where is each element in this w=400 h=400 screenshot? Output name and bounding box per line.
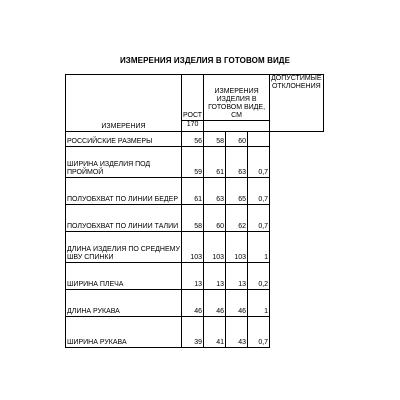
row-value-size-1: 39: [182, 317, 204, 348]
row-value-size-3: 60: [226, 132, 248, 147]
row-name: ШИРИНА ПЛЕЧА: [66, 263, 182, 290]
row-name: ПОЛУОБХВАТ ПО ЛИНИИ ТАЛИИ: [66, 205, 182, 232]
table-row: [66, 147, 324, 178]
header-sizes: ИЗМЕРЕНИЯ ИЗДЕЛИЯ В ГОТОВОМ ВИДЕ, СМ: [204, 75, 270, 121]
table-row: [66, 178, 324, 205]
row-value-size-2: 61: [204, 147, 226, 178]
row-value-size-1: 61: [182, 178, 204, 205]
row-value-size-3: 13: [226, 263, 248, 290]
row-value-size-2: 41: [204, 317, 226, 348]
header-tolerance: ДОПУСТИМЫЕ ОТКЛОНЕНИЯ: [270, 75, 324, 132]
row-value-size-3: 103: [226, 232, 248, 263]
row-value-size-1: 59: [182, 147, 204, 178]
row-name: ДЛИНА РУКАВА: [66, 290, 182, 317]
row-value-size-1: 46: [182, 290, 204, 317]
row-tolerance: 0,7: [248, 317, 270, 348]
row-name: ДЛИНА ИЗДЕЛИЯ ПО СРЕДНЕМУ ШВУ СПИНКИ: [66, 232, 182, 263]
row-value-size-2: 60: [204, 205, 226, 232]
header-height: РОСТ: [182, 75, 204, 121]
table-row: [66, 205, 324, 232]
row-value-size-1: 13: [182, 263, 204, 290]
row-tolerance: 1: [248, 232, 270, 263]
row-tolerance: 0,7: [248, 178, 270, 205]
row-value-size-2: 63: [204, 178, 226, 205]
row-value-size-3: 65: [226, 178, 248, 205]
row-name: РОССИЙСКИЕ РАЗМЕРЫ: [66, 132, 182, 147]
row-value-size-1: 56: [182, 132, 204, 147]
table-row: [66, 263, 324, 290]
row-tolerance: [248, 132, 270, 147]
header-measurements: ИЗМЕРЕНИЯ: [66, 75, 182, 132]
row-value-size-3: 62: [226, 205, 248, 232]
measurements-table: [65, 74, 324, 348]
row-value-size-2: 58: [204, 132, 226, 147]
table-row: [66, 317, 324, 348]
row-name: ШИРИНА ИЗДЕЛИЯ ПОД ПРОЙМОЙ: [66, 147, 182, 178]
header-row: [66, 75, 324, 121]
row-name: ШИРИНА РУКАВА: [66, 317, 182, 348]
row-value-size-3: 63: [226, 147, 248, 178]
row-tolerance: 0,2: [248, 263, 270, 290]
table-row: [66, 132, 324, 147]
row-value-size-2: 103: [204, 232, 226, 263]
table-row: [66, 232, 324, 263]
row-tolerance: 0,7: [248, 147, 270, 178]
height-value: 170: [182, 121, 204, 132]
table-title: ИЗМЕРЕНИЯ ИЗДЕЛИЯ В ГОТОВОМ ВИДЕ: [119, 56, 291, 65]
height-row-blank: [204, 121, 270, 132]
row-value-size-3: 46: [226, 290, 248, 317]
row-value-size-1: 103: [182, 232, 204, 263]
row-value-size-2: 46: [204, 290, 226, 317]
row-value-size-3: 43: [226, 317, 248, 348]
row-name: ПОЛУОБХВАТ ПО ЛИНИИ БЕДЕР: [66, 178, 182, 205]
row-tolerance: 1: [248, 290, 270, 317]
row-value-size-1: 58: [182, 205, 204, 232]
row-value-size-2: 13: [204, 263, 226, 290]
row-tolerance: 0,7: [248, 205, 270, 232]
table-row: [66, 290, 324, 317]
